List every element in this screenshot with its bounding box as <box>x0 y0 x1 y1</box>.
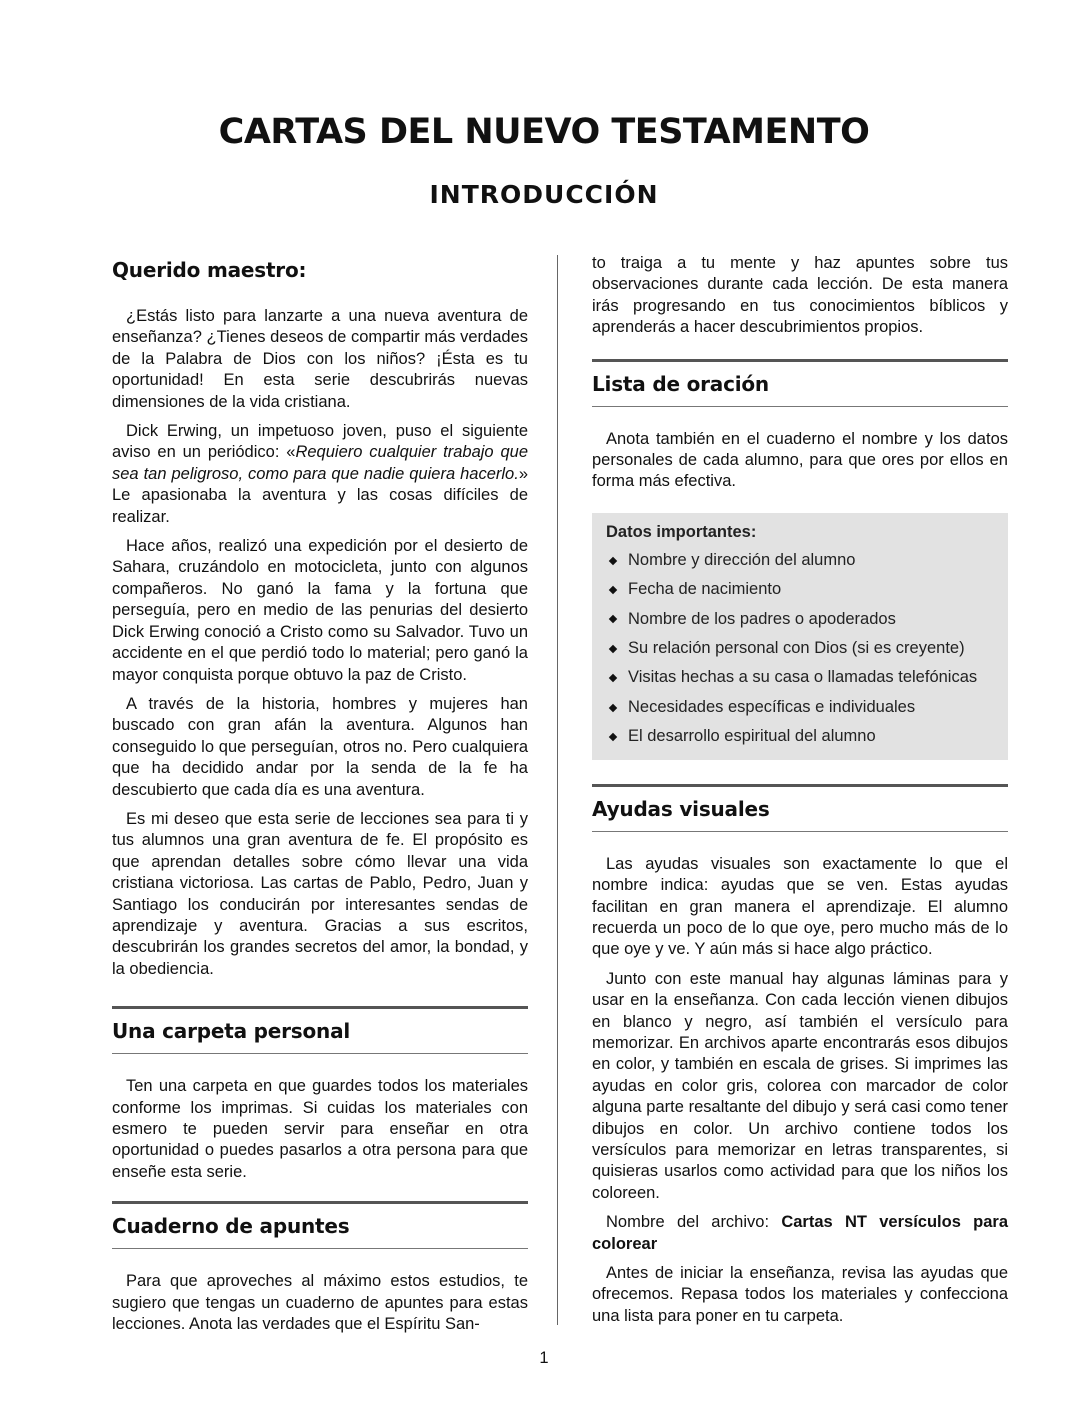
list-item <box>606 634 994 663</box>
diamond-bullet-icon <box>609 615 617 623</box>
paragraph: Anota también en el cuaderno el nombre y los datos personales de cada alumno, para que ores por ellos en forma más efectiva. <box>592 429 1008 491</box>
list-item <box>606 546 994 575</box>
list-item-label: Visitas hechas a su casa o llamadas telefónicas <box>628 668 978 687</box>
list-item <box>606 693 994 722</box>
section-lista-oracion <box>592 359 1008 407</box>
text: » Le apasionaba la aventura y las cosas difíciles de realizar. <box>112 464 528 526</box>
diamond-bullet-icon <box>609 586 617 594</box>
list-item <box>606 575 994 604</box>
section-querido-maestro <box>112 252 528 288</box>
left-column <box>112 252 528 1343</box>
paragraph: Hace años, realizó una expedición por el desierto de Sahara, cruzándolo en motocicleta, junto con algunos compañeros. No ganó la fama y la fortuna que perseguía, pero en medio de las penurias del desierto Dick Erwing conoció a Cristo como su Salvador. Tuvo un accidente en el que perdió todo lo material; pero ganó la mayor conquista porque obtuvo la paz de Cristo. <box>112 537 528 684</box>
section-ayudas-visuales <box>592 784 1008 832</box>
paragraph-file-name <box>592 1212 1008 1255</box>
section-carpeta-personal <box>112 1006 528 1054</box>
text: Dick Erwing, un impetuoso joven, puso el siguiente aviso en un periódico: « <box>112 422 528 462</box>
diamond-bullet-icon <box>609 645 617 653</box>
diamond-bullet-icon <box>609 674 617 682</box>
page-title: CARTAS DEL NUEVO TESTAMENTO <box>218 112 870 152</box>
file-name-value: Cartas NT versículos para colorear <box>592 1213 1009 1253</box>
paragraph: Antes de iniciar la enseñanza, revisa las ayudas que ofrecemos. Repasa todos los materiales y confecciona una lista para poner en tu carpeta. <box>592 1264 1008 1325</box>
list-item-label: Su relación personal con Dios (si es creyente) <box>628 639 965 658</box>
paragraph: Es mi deseo que esta serie de lecciones sea para ti y tus alumnos una gran aventura de fe. El propósito es que aprendan detalles sobre cómo llevar una vida cristiana victoriosa. Las cartas de Pablo, Pedro, Juan y Santiago los conducirán por interesantes sendas de aprendizaje y aventura. Gracias a sus escritos, descubrirán los grandes secretos del amor, la bondad, y la obediencia. <box>112 809 528 978</box>
heading-ayudas-visuales: Ayudas visuales <box>592 796 770 821</box>
page-number: 1 <box>539 1349 549 1367</box>
section-cuaderno-apuntes <box>112 1201 528 1249</box>
diamond-bullet-icon <box>609 556 617 564</box>
paragraph-continued: to traiga a tu mente y haz apuntes sobre tus observaciones durante cada lección. De esta manera irás progresando en tus conocimientos bíblicos y aprenderás a hacer descubrimientos propios. <box>592 254 1008 337</box>
paragraph: Junto con este manual hay algunas láminas para y usar en la enseñanza. Con cada lección vienen dibujos en blanco y negro, así también el versículo para memorizar. En archivos aparte encontrarás esos dibujos en color, y también en escala de grises. Si imprimes las ayudas en color gris, colorea con marcador de color alguna parte resaltante del dibujo y será casi como tener dibujos en color. Un archivo contiene todos los versículos para memorizar en letras transparentes, si quisieras usarlos como actividad para que los niños los coloreen. <box>592 969 1008 1202</box>
list-item-label: Fecha de nacimiento <box>628 580 782 599</box>
heading-cuaderno-apuntes: Cuaderno de apuntes <box>112 1214 350 1239</box>
heading-querido-maestro: Querido maestro: <box>112 258 307 282</box>
paragraph: Ten una carpeta en que guardes todos los materiales conforme los imprimas. Si cuidas los materiales con esmero te pueden servir para enseñar en otra oportunidad o puedes pasarlos a otra persona para que enseñe esta serie. <box>112 1077 528 1181</box>
paragraph: A través de la historia, hombres y mujeres han buscado con gran afán la aventura. Algunos han conseguido lo que perseguían, otros no. Pero cualquiera que ha decidido andar por la senda de la fe ha descubierto que cada día es una aventura. <box>112 694 528 799</box>
list-item <box>606 605 994 634</box>
list-item-label: Nombre de los padres o apoderados <box>628 609 896 628</box>
paragraph-dick-erwing <box>112 421 528 528</box>
box-title: Datos importantes: <box>606 522 757 541</box>
heading-carpeta-personal: Una carpeta personal <box>112 1019 351 1044</box>
datos-list <box>606 546 994 752</box>
paragraph: Las ayudas visuales son exactamente lo que el nombre indica: ayudas que se ven. Estas ayudas facilitan en gran manera el aprendizaje. El alumno recuerda un poco de lo que oye, pero mucho más de lo que oye y ve. Y aún más si hace algo práctico. <box>592 854 1008 959</box>
datos-importantes-box <box>592 513 1008 760</box>
right-column <box>592 253 1008 1335</box>
paragraph: Para que aproveches al máximo estos estudios, te sugiero que tengas un cuaderno de apuntes para estas lecciones. Anota las verdades que el Espíritu San- <box>112 1272 528 1334</box>
column-divider <box>557 255 558 1325</box>
heading-lista-oracion: Lista de oración <box>592 371 769 396</box>
diamond-bullet-icon <box>609 703 617 711</box>
list-item <box>606 722 994 751</box>
page-subtitle: INTRODUCCIÓN <box>429 180 659 209</box>
list-item-label: El desarrollo espiritual del alumno <box>628 727 876 746</box>
quote-text: Requiero cualquier trabajo que sea tan peligroso, como para que nadie quiera hacerlo. <box>112 443 529 483</box>
paragraph: ¿Estás listo para lanzarte a una nueva aventura de enseñanza? ¿Tienes deseos de compartir más verdades de la Palabra de Dios con los niños? ¡Ésta es tu oportunidad! En esta serie descubrirás nuevas dimensiones de la vida cristiana. <box>112 307 528 411</box>
list-item-label: Necesidades específicas e individuales <box>628 697 916 716</box>
list-item-label: Nombre y dirección del alumno <box>628 550 856 569</box>
diamond-bullet-icon <box>609 733 617 741</box>
file-name-label: Nombre del archivo: <box>606 1213 782 1232</box>
list-item <box>606 663 994 692</box>
